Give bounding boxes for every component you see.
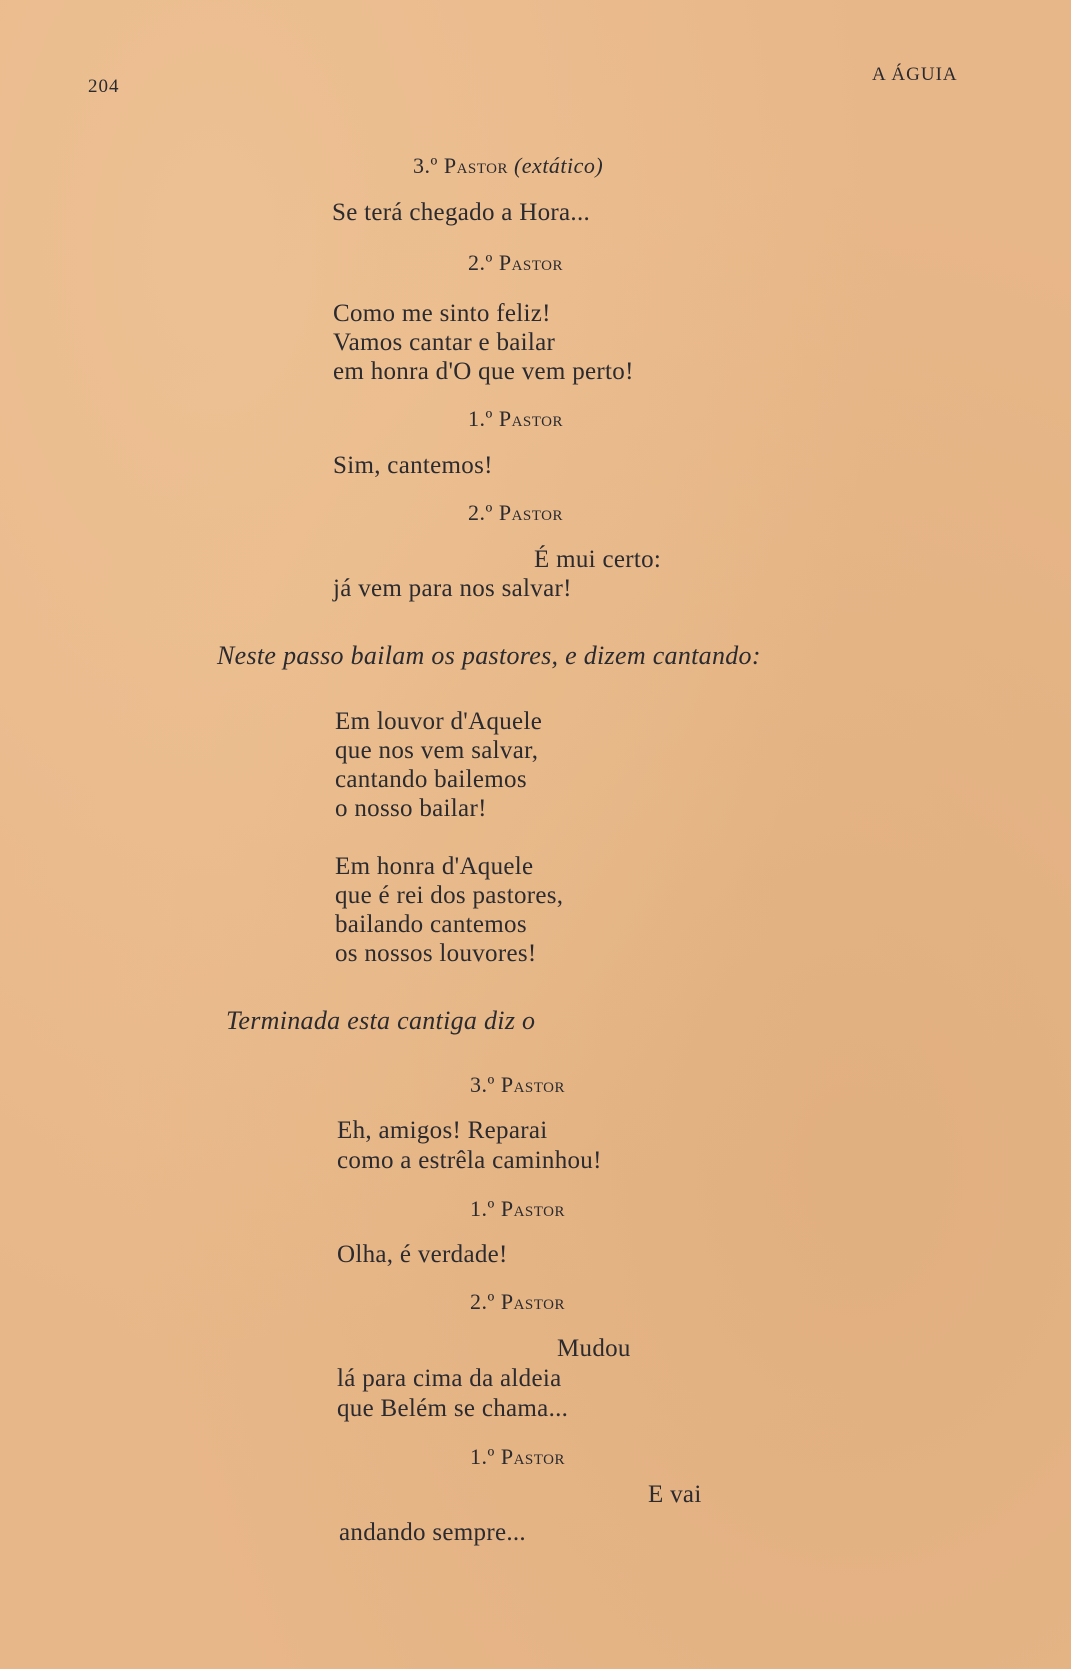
speaker-name: Pastor [500,1072,565,1097]
speaker-number: 1.º [468,406,493,431]
speaker-name: Pastor [443,153,508,178]
speaker-name: Pastor [498,250,563,275]
speaker-heading [468,404,563,434]
song-line: o nosso bailar! [335,795,487,822]
verse-line: andando sempre... [339,1519,526,1546]
song-line: bailando cantemos [335,911,527,938]
song-line: que é rei dos pastores, [335,882,564,909]
speaker-number: 1.º [470,1444,495,1469]
verse-line: Como me sinto feliz! [333,300,551,327]
speaker-heading [470,1194,565,1224]
speaker-number: 2.º [470,1289,495,1314]
verse-line: E vai [648,1481,702,1508]
speaker-name: Pastor [498,406,563,431]
speaker-heading [468,498,563,528]
verse-line: Mudou [557,1335,631,1362]
verse-line: Sim, cantemos! [333,452,493,479]
speaker-heading [470,1442,565,1472]
stage-note: (extático) [513,153,604,178]
stage-direction: Neste passo bailam os pastores, e dizem cantando: [217,641,761,670]
verse-line: Vamos cantar e bailar [333,329,556,356]
verse-line: lá para cima da aldeia [337,1365,562,1392]
speaker-number: 2.º [468,250,493,275]
song-line: Em louvor d'Aquele [335,708,543,735]
speaker-name: Pastor [498,500,563,525]
song-line: os nossos louvores! [335,940,537,967]
speaker-heading [468,248,563,278]
speaker-number: 3.º [470,1072,495,1097]
song-line: Em honra d'Aquele [335,853,534,880]
speaker-name: Pastor [500,1196,565,1221]
running-title: A ÁGUIA [872,64,958,85]
verse-line: É mui certo: [534,546,662,573]
verse-line: que Belém se chama... [337,1395,569,1422]
speaker-number: 1.º [470,1196,495,1221]
verse-line: em honra d'O que vem perto! [333,358,634,385]
speaker-number: 2.º [468,500,493,525]
verse-line: Olha, é verdade! [337,1241,508,1268]
verse-line: já vem para nos salvar! [333,575,572,602]
stage-direction: Terminada esta cantiga diz o [226,1006,536,1035]
verse-line: Eh, amigos! Reparai [337,1117,548,1144]
page-number: 204 [88,76,120,97]
song-line: que nos vem salvar, [335,737,539,764]
speaker-heading [470,1070,565,1100]
song-line: cantando bailemos [335,766,527,793]
speaker-number: 3.º [413,153,438,178]
speaker-heading [470,1287,565,1317]
speaker-name: Pastor [500,1289,565,1314]
speaker-heading [413,151,603,181]
verse-line: como a estrêla caminhou! [337,1147,602,1174]
speaker-name: Pastor [500,1444,565,1469]
verse-line: Se terá chegado a Hora... [332,199,591,226]
